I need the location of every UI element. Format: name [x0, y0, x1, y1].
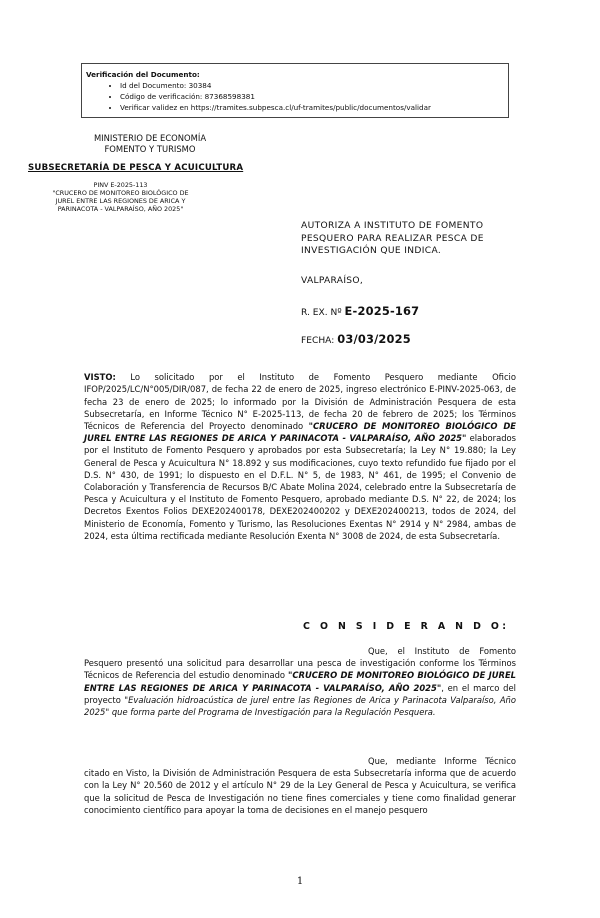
resolution-summary: AUTORIZA A INSTITUTO DE FOMENTO PESQUERO PARA REALIZAR PESCA DE INVESTIGACIÓN QUE INDICA. — [301, 221, 484, 256]
subsecretaria-heading: SUBSECRETARÍA DE PESCA Y ACUICULTURA — [28, 163, 244, 173]
ministry-line-1: MINISTERIO DE ECONOMÍA — [93, 133, 207, 143]
considerando-2-lead: Que, mediante Informe Técnico citado — [84, 756, 516, 779]
pinv-reference — [28, 181, 213, 213]
visto-project-title: "CRUCERO DE MONITOREO BIOLÓGICO DE JUREL ENTRE LAS REGIONES DE ARICA Y PARINACOTA - VALPARAÍSO, AÑO 2025" — [84, 421, 516, 444]
pinv-line: PARINACOTA - VALPARAÍSO, AÑO 2025" — [57, 205, 184, 213]
verification-title: Verificación del Documento: — [86, 70, 200, 79]
resolution-number — [301, 304, 419, 318]
rex-number: E-2025-167 — [344, 304, 420, 318]
verification-box — [81, 63, 509, 118]
fecha-value: 03/03/2025 — [337, 332, 411, 346]
visto-text-1: Lo solicitado por el Instituto de Fomento Pesquero mediante Oficio IFOP/2025/LC/N°005/DIR/087, de fecha 22 de enero de 2025, ingreso electrónico E-PINV-2025-063, de fecha 23 de enero de 2025; lo informado por la División de Administración Pesquera de esta Subsecretaría, en Informe Técnico N° E-2025-113, de fecha 20 de febrero de 2025; los Términos Técnicos de Referencia del Proyecto denominado — [84, 372, 516, 432]
visto-paragraph — [84, 359, 516, 542]
visto-text-2: elaborados por el Instituto de Fomento Pesquero y aprobados por esta Subsecretaría; la Ley N° 19.880; la Ley General de Pesca y Acuicultura N° 18.892 y sus modificaciones, cuyo texto refundido fue fijado por el D.S. N° 430, de 1991; lo dispuesto en el D.F.L. N° 5, de 1983, N° 461, de 1995; el Convenio de Colaboración y Transferencia de Recursos B/C Abate Molina 2024, celebrado entre la Subsecretaría de Pesca y Acuicultura y el Instituto de Fomento Pesquero, aprobado mediante D.S. N° 22, de 2024; los Decretos Exentos Folios DEXE202400178, DEXE202400202 y DEXE202400213, todos de 2024, del Ministerio de Economía, Fomento y Turismo, las Resoluciones Exentas N° 2914 y N° 2984, ambas de 2024, esta última rectificada mediante Resolución Exenta N° 3008 de 2024, de esta Subsecretaría. — [84, 433, 517, 541]
considerando-2-text: en Visto, la División de Administración Pesquera de esta Subsecretaría informa que de acuerdo con la Ley N° 20.560 de 2012 y el artículo N° 29 de la Ley General de Pesca y Acuicultura, se verifica que la solicitud de Pesca de Investigación no tiene fines comerciales y tiene como finalidad generar conocimiento científico para apoyar la toma de decisiones en el manejo pesquero — [84, 768, 516, 815]
considerando-1-title: "CRUCERO DE MONITOREO BIOLÓGICO DE JUREL ENTRE LAS REGIONES DE ARICA Y PARINACOTA - VALPARAÍSO, AÑO 2025" — [84, 670, 516, 693]
page-number: 1 — [296, 876, 304, 887]
pinv-line: PINV E-2025-113 — [93, 181, 148, 189]
ministry-line-2: FOMENTO Y TURISMO — [104, 144, 196, 154]
considerando-heading: C O N S I D E R A N D O: — [303, 621, 510, 632]
verification-item-url: • Verificar validez en https://tramites.subpesca.cl/uf-tramites/public/documentos/validar — [120, 102, 508, 113]
considerando-1-text-2: , en el marco del proyecto — [84, 682, 516, 705]
considerando-1-text: presentó una solicitud para desarrollar una pesca de investigación conforme los Términos Técnicos de Referencia del estudio denominado — [84, 658, 516, 681]
verification-list — [86, 80, 508, 113]
verification-item-code: • Código de verificación: 87368598381 — [120, 91, 508, 102]
resolution-date — [301, 332, 411, 346]
pinv-line: "CRUCERO DE MONITOREO BIOLÓGICO DE — [52, 189, 189, 197]
considerando-paragraph-1 — [84, 645, 516, 718]
visto-label: VISTO: — [84, 372, 116, 383]
pinv-line: JUREL ENTRE LAS REGIONES DE ARICA Y — [55, 197, 186, 205]
verification-item-id: • Id del Documento: 30384 — [120, 80, 508, 91]
rex-label: R. EX. Nº — [301, 308, 342, 318]
considerando-1-lead: Que, el Instituto de Fomento Pesquero — [84, 646, 516, 669]
city: VALPARAÍSO, — [301, 276, 364, 286]
considerando-1-italic: "Evaluación hidroacústica de jurel entre las Regiones de Arica y Parinacota Valparaíso, Año 2025" que forma parte del Programa de Investigación para la Regulación Pesquera. — [84, 694, 516, 718]
considerando-paragraph-2 — [84, 755, 516, 816]
fecha-label: FECHA: — [301, 336, 335, 346]
